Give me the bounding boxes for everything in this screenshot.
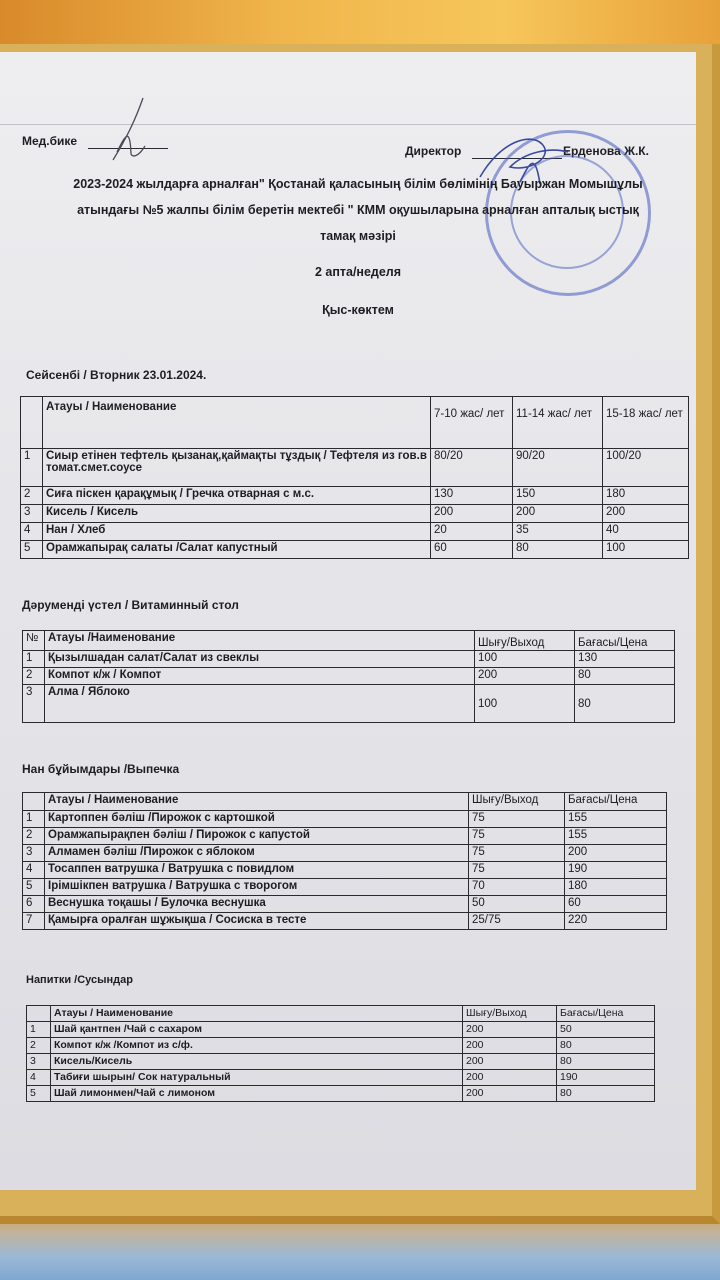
item-name: Шай лимонмен/Чай с лимоном (51, 1086, 463, 1102)
item-output: 75 (469, 828, 565, 845)
item-price: 80 (557, 1038, 655, 1054)
item-price: 130 (575, 651, 675, 668)
item-price: 60 (565, 896, 667, 913)
portion-7-10: 130 (431, 487, 513, 505)
row-number: 5 (27, 1086, 51, 1102)
dish-name: Нан / Хлеб (43, 523, 431, 541)
table-row (27, 1070, 655, 1086)
item-name: Ірімшікпен ватрушка / Ватрушка с творогом (45, 879, 469, 896)
row-number: 6 (23, 896, 45, 913)
item-name: Картоппен бәліш /Пирожок с картошкой (45, 811, 469, 828)
table-row (23, 879, 667, 896)
director-name: Ерденова Ж.К. (563, 144, 649, 158)
table-header-row (23, 793, 667, 811)
item-name: Алмамен бәліш /Пирожок с яблоком (45, 845, 469, 862)
bakery-table (22, 792, 667, 930)
director-label: Директор (405, 144, 462, 158)
row-number: 3 (23, 845, 45, 862)
header-cell: Шығу/Выход (475, 631, 575, 651)
row-number: 1 (23, 651, 45, 668)
header-cell: № (23, 631, 45, 651)
drinks-table (26, 1005, 655, 1102)
item-output: 100 (475, 651, 575, 668)
med-label: Мед.бике (22, 134, 78, 148)
item-name: Табиғи шырын/ Сок натуральный (51, 1070, 463, 1086)
portion-15-18: 180 (603, 487, 689, 505)
item-name: Қызылшадан салат/Салат из свеклы (45, 651, 475, 668)
table-row (21, 487, 689, 505)
item-name: Қамырға оралған шұжықша / Сосиска в тесте (45, 913, 469, 930)
row-number: 3 (23, 685, 45, 723)
dish-name: Кисель / Кисель (43, 505, 431, 523)
portion-7-10: 20 (431, 523, 513, 541)
row-number: 4 (23, 862, 45, 879)
table-row (21, 541, 689, 559)
portion-15-18: 200 (603, 505, 689, 523)
menu-title-line-2: атындағы №5 жалпы білім беретін мектебі " КММ оқушыларына арналған апталық ыстық (77, 203, 639, 217)
dish-name: Сиыр етінен тефтель қызанақ,қаймақты тұздық / Тефтеля из гов.в томат.смет.соусе (43, 449, 431, 487)
bakery-section-title: Нан бұйымдары /Выпечка (22, 762, 180, 776)
item-name: Кисель/Кисель (51, 1054, 463, 1070)
item-output: 200 (463, 1038, 557, 1054)
item-output: 75 (469, 845, 565, 862)
day-label: Сейсенбі / Вторник 23.01.2024. (26, 368, 207, 382)
vitamin-table (22, 630, 675, 723)
item-name: Компот к/ж /Компот из с/ф. (51, 1038, 463, 1054)
season-label: Қыс-көктем (322, 303, 394, 317)
header-cell: Бағасы/Цена (565, 793, 667, 811)
header-cell: Атауы / Наименование (43, 397, 431, 449)
item-output: 100 (475, 685, 575, 723)
item-price: 200 (565, 845, 667, 862)
row-number: 5 (23, 879, 45, 896)
row-number: 3 (21, 505, 43, 523)
item-output: 75 (469, 862, 565, 879)
item-price: 180 (565, 879, 667, 896)
row-number: 2 (21, 487, 43, 505)
row-number: 2 (23, 668, 45, 685)
row-number: 1 (27, 1022, 51, 1038)
header-cell: Бағасы/Цена (557, 1006, 655, 1022)
item-price: 50 (557, 1022, 655, 1038)
dish-name: Орамжапырақ салаты /Салат капустный (43, 541, 431, 559)
table-row (27, 1086, 655, 1102)
item-output: 70 (469, 879, 565, 896)
week-label: 2 апта/неделя (314, 265, 402, 279)
header-cell: 15-18 жас/ лет (603, 397, 689, 449)
header-cell: 11-14 жас/ лет (513, 397, 603, 449)
item-name: Веснушка тоқашы / Булочка веснушка (45, 896, 469, 913)
header-cell: Атауы / Наименование (51, 1006, 463, 1022)
item-price: 80 (557, 1086, 655, 1102)
item-name: Орамжапырақпен бәліш / Пирожок с капустой (45, 828, 469, 845)
row-number: 2 (27, 1038, 51, 1054)
row-number: 3 (27, 1054, 51, 1070)
header-cell: Атауы / Наименование (45, 793, 469, 811)
menu-title-line-3: тамақ мәзірі (320, 229, 396, 243)
item-price: 155 (565, 811, 667, 828)
header-cell (23, 793, 45, 811)
item-output: 200 (475, 668, 575, 685)
item-output: 200 (463, 1054, 557, 1070)
portion-7-10: 200 (431, 505, 513, 523)
item-price: 80 (557, 1054, 655, 1070)
drinks-section-title: Напитки /Сусындар (26, 974, 133, 986)
header-cell: Атауы /Наименование (45, 631, 475, 651)
table-row (21, 505, 689, 523)
dish-name: Сиға піскен қарақұмық / Гречка отварная с м.с. (43, 487, 431, 505)
table-row (27, 1038, 655, 1054)
header-cell (21, 397, 43, 449)
table-row (21, 523, 689, 541)
menu-sheet (0, 52, 696, 1190)
table-row (23, 913, 667, 930)
menu-title-line-1: 2023-2024 жылдарға арналған" Қостанай қаласының білім бөлімінің Бауыржан Момышұлы (73, 177, 643, 191)
item-price: 155 (565, 828, 667, 845)
item-output: 25/75 (469, 913, 565, 930)
portion-11-14: 80 (513, 541, 603, 559)
item-output: 200 (463, 1070, 557, 1086)
row-number: 4 (27, 1070, 51, 1086)
table-row (23, 896, 667, 913)
portion-7-10: 80/20 (431, 449, 513, 487)
header-cell (27, 1006, 51, 1022)
row-number: 1 (23, 811, 45, 828)
table-row (27, 1022, 655, 1038)
row-number: 7 (23, 913, 45, 930)
table-row (23, 828, 667, 845)
header-cell: Шығу/Выход (463, 1006, 557, 1022)
row-number: 5 (21, 541, 43, 559)
header-cell: Бағасы/Цена (575, 631, 675, 651)
portion-15-18: 100 (603, 541, 689, 559)
item-name: Компот к/ж / Компот (45, 668, 475, 685)
table-row (27, 1054, 655, 1070)
header-cell: Шығу/Выход (469, 793, 565, 811)
item-output: 50 (469, 896, 565, 913)
portion-7-10: 60 (431, 541, 513, 559)
portion-11-14: 35 (513, 523, 603, 541)
item-price: 190 (565, 862, 667, 879)
portion-11-14: 150 (513, 487, 603, 505)
lunch-table (20, 396, 689, 559)
item-name: Шай қантпен /Чай с сахаром (51, 1022, 463, 1038)
portion-15-18: 40 (603, 523, 689, 541)
vitamin-section-title: Дәрумендi үстел / Витаминный стол (22, 598, 239, 612)
table-header-row (23, 631, 675, 651)
item-name: Алма / Яблоко (45, 685, 475, 723)
table-header-row (21, 397, 689, 449)
table-row (23, 685, 675, 723)
table-row (23, 862, 667, 879)
med-signature-icon (95, 96, 165, 166)
item-output: 200 (463, 1022, 557, 1038)
item-price: 190 (557, 1070, 655, 1086)
item-price: 80 (575, 668, 675, 685)
table-row (23, 651, 675, 668)
item-price: 220 (565, 913, 667, 930)
table-row (23, 811, 667, 828)
item-name: Тосаппен ватрушка / Ватрушка с повидлом (45, 862, 469, 879)
item-output: 200 (463, 1086, 557, 1102)
table-header-row (27, 1006, 655, 1022)
item-output: 75 (469, 811, 565, 828)
table-row (23, 668, 675, 685)
header-cell: 7-10 жас/ лет (431, 397, 513, 449)
row-number: 4 (21, 523, 43, 541)
table-row (23, 845, 667, 862)
row-number: 1 (21, 449, 43, 487)
item-price: 80 (575, 685, 675, 723)
portion-11-14: 200 (513, 505, 603, 523)
portion-11-14: 90/20 (513, 449, 603, 487)
row-number: 2 (23, 828, 45, 845)
table-row (21, 449, 689, 487)
portion-15-18: 100/20 (603, 449, 689, 487)
